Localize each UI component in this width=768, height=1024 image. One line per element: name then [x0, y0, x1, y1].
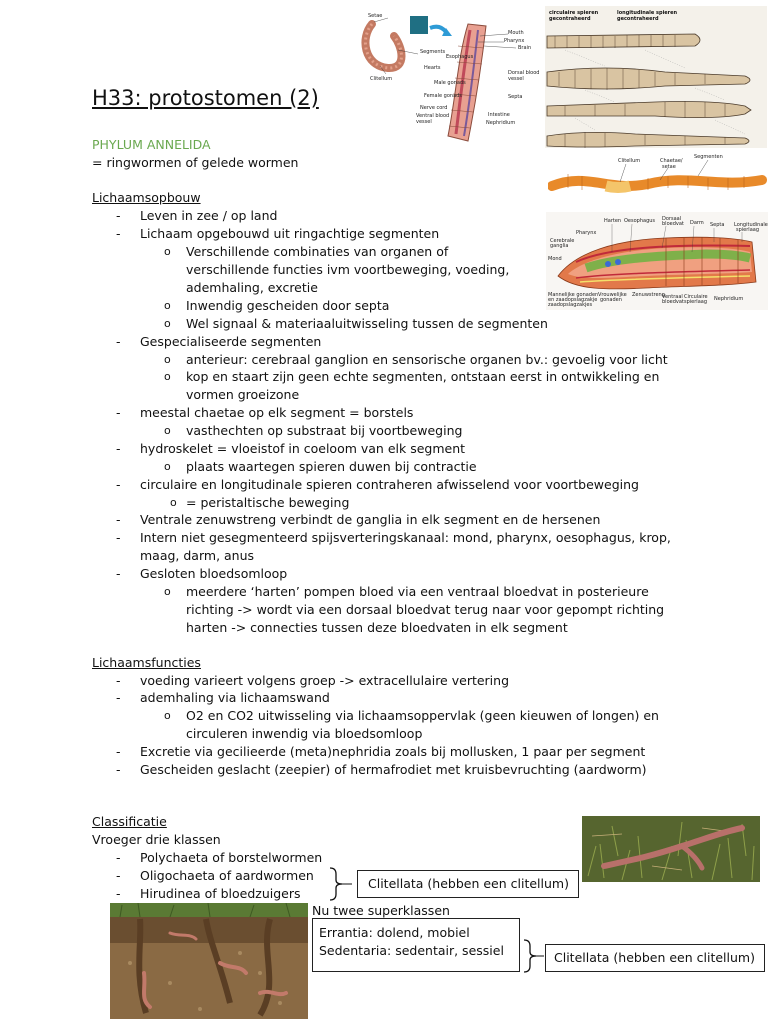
bullet-circle: o [164, 709, 171, 722]
list-subitem: anterieur: cerebraal ganglion en sensorische organen bv.: gevoelig voor licht [186, 352, 668, 367]
bullet-circle: o [164, 245, 171, 258]
worm-external-figure [548, 152, 768, 210]
label-mann-1: Mannelijke gonaden [548, 292, 599, 298]
list-item: Excretie via gecilieerde (meta)nephridia zoals bij mollusken, 1 paar per segment [140, 744, 646, 759]
label-ventral: Ventral blood [416, 113, 450, 119]
bullet-dash: - [116, 886, 121, 901]
label-mond: Mond [548, 256, 562, 262]
bullet-circle: o [164, 460, 171, 473]
bullet-circle: o [164, 317, 171, 330]
section-heading-classificatie: Classificatie [92, 814, 167, 829]
list-subitem-cont: vormen groeizone [186, 387, 300, 402]
bullet-dash: - [116, 850, 121, 865]
label-female: Female gonads [424, 93, 462, 99]
label-mann-2: en zaadopslagzakje [548, 297, 598, 303]
list-subitem-cont: ademhaling, excretie [186, 280, 318, 295]
label-harten: Harten [604, 218, 622, 224]
list-item: voeding varieert volgens groep -> extracellulaire vertering [140, 673, 510, 688]
label-long2: gecontraheerd [617, 16, 659, 22]
label-zen: Zenuwstreng [632, 292, 665, 298]
muscle-contraction-figure [545, 6, 767, 148]
brace-icon [326, 866, 352, 902]
section-heading-lichaamsopbouw: Lichaamsopbouw [92, 190, 201, 205]
bullet-dash: - [116, 530, 121, 545]
superclasses-heading: Nu twee superklassen [312, 903, 450, 918]
label-male: Male gonads [434, 80, 466, 86]
bullet-circle: o [164, 299, 171, 312]
list-subitem: vasthechten op substraat bij voortbeweging [186, 423, 463, 438]
list-subitem-cont: verschillende functies ivm voortbeweging, voeding, [186, 262, 510, 277]
list-subitem-cont: circuleren inwendig via bloedsomloop [186, 726, 423, 741]
label-clitellum: Clitellum [370, 76, 393, 82]
label-nephridium: Nephridium [486, 120, 516, 126]
label-ventr-1: Ventraal [662, 294, 683, 300]
label-circ2: gecontraheerd [549, 16, 591, 22]
bullet-circle: o [170, 496, 177, 509]
bullet-dash: - [116, 673, 121, 688]
label-vessel: vessel [508, 76, 524, 82]
label-ventr-2: bloedvat [662, 299, 684, 305]
earthworm-anatomy-figure [358, 6, 544, 146]
worm-internal-anatomy-figure [546, 212, 768, 310]
label-hearts: Hearts [424, 65, 441, 71]
label-zaad: zaadopslagzakjes [548, 302, 593, 308]
label-segments: Segments [420, 49, 446, 55]
list-item: Leven in zee / op land [140, 208, 278, 223]
list-item: circulaire en longitudinale spieren contraheren afwisselend voor voortbeweging [140, 477, 639, 492]
bullet-dash: - [116, 762, 121, 777]
label-vrouw-2: gonaden [600, 297, 622, 303]
label-brain: Brain [518, 45, 532, 51]
list-item-cont: maag, darm, anus [140, 548, 255, 563]
label-longsp-2: spierlaag [736, 227, 759, 233]
list-subitem: kop en staart zijn geen echte segmenten, ontstaan eerst in ontwikkeling en [186, 369, 660, 384]
label-esophagus: Esophagus [446, 54, 474, 60]
bullet-dash: - [116, 208, 121, 223]
list-subitem: plaats waartegen spieren duwen bij contractie [186, 459, 477, 474]
label-septa: Septa [508, 94, 523, 100]
bullet-dash: - [116, 405, 121, 420]
list-item: meestal chaetae op elk segment = borstels [140, 405, 414, 420]
list-subitem: Inwendig gescheiden door septa [186, 298, 390, 313]
clitellata-box-2 [545, 944, 765, 972]
bullet-dash: - [116, 744, 121, 759]
list-item: Hirudinea of bloedzuigers [140, 886, 301, 901]
label-dorsal: Dorsal blood [508, 70, 540, 76]
list-subitem: Verschillende combinaties van organen of [186, 244, 449, 259]
list-subitem: = peristaltische beweging [186, 495, 350, 510]
label-long1: longitudinale spieren [617, 10, 678, 16]
clitellata-label-1: Clitellata (hebben een clitellum) [368, 876, 569, 891]
brace-icon [520, 938, 544, 974]
label-dorsaal-2: bloedvat [662, 221, 684, 227]
label-longsp-1: Longitudinale [734, 222, 768, 228]
clitellata-box-1 [357, 870, 579, 898]
phylum-heading: PHYLUM ANNELIDA [92, 137, 211, 152]
label-dorsaal-1: Dorsaal [662, 216, 682, 222]
label-neph: Nephridium [714, 296, 744, 302]
list-item: ademhaling via lichaamswand [140, 690, 330, 705]
section-heading-lichaamsfuncties: Lichaamsfuncties [92, 655, 201, 670]
label-vessel2: vessel [416, 119, 432, 125]
label-mouth: Mouth [508, 30, 524, 36]
bullet-dash: - [116, 226, 121, 241]
superclasses-box [312, 918, 520, 972]
list-item: Oligochaeta of aardwormen [140, 868, 314, 883]
list-item: Gesloten bloedsomloop [140, 566, 288, 581]
sedentaria-label: Sedentaria: sedentair, sessiel [319, 943, 504, 958]
label-clitellum-3: Clitellum [618, 158, 641, 164]
label-oesophagus: Oesophagus [624, 218, 656, 224]
list-subitem: meerdere ‘harten’ pompen bloed via een ventraal bloedvat in posterieure [186, 584, 649, 599]
list-item: Gescheiden geslacht (zeepier) of hermafrodiet met kruisbevruchting (aardworm) [140, 762, 647, 777]
label-cereb-2: ganglia [550, 243, 569, 249]
label-pharynx-4: Pharynx [576, 230, 597, 236]
label-septa-4: Septa [710, 222, 725, 228]
list-item: Lichaam opgebouwd uit ringachtige segmenten [140, 226, 440, 241]
label-intestine: Intestine [488, 112, 510, 118]
list-subitem-cont: richting -> wordt via een dorsaal bloedvat terug naar voor gepompt richting [186, 602, 665, 617]
label-chaetae-1: Chaetae/ [660, 158, 683, 164]
page-title: H33: protostomen (2) [92, 86, 319, 110]
bullet-dash: - [116, 512, 121, 527]
label-circ-2: spierlaag [684, 299, 707, 305]
label-cereb-1: Cerebrale [550, 238, 575, 244]
bullet-dash: - [116, 690, 121, 705]
label-setae: Setae [368, 13, 383, 19]
list-subitem: Wel signaal & materiaaluitwisseling tussen de segmenten [186, 316, 548, 331]
intro-text: = ringwormen of gelede wormen [92, 155, 299, 170]
soil-burrows-illustration [110, 903, 308, 1019]
label-vrouw-1: Vrouwelijke [598, 292, 627, 298]
bullet-dash: - [116, 334, 121, 349]
bullet-dash: - [116, 477, 121, 492]
label-pharynx: Pharynx [504, 38, 525, 44]
classification-subheading: Vroeger drie klassen [92, 832, 221, 847]
label-circ1: circulaire spieren [549, 10, 599, 16]
earthworm-on-grass-photo [582, 816, 760, 882]
clitellata-label-2: Clitellata (hebben een clitellum) [554, 950, 755, 965]
label-nerve: Nerve cord [420, 105, 448, 111]
list-subitem: O2 en CO2 uitwisseling via lichaamsoppervlak (geen kieuwen of longen) en [186, 708, 659, 723]
bullet-circle: o [164, 585, 171, 598]
bullet-circle: o [164, 424, 171, 437]
label-darm: Darm [690, 220, 704, 226]
errantia-label: Errantia: dolend, mobiel [319, 925, 470, 940]
bullet-dash: - [116, 566, 121, 581]
label-chaetae-2: setae [662, 164, 676, 170]
list-item: Intern niet gesegmenteerd spijsverteringskanaal: mond, pharynx, oesophagus, krop, [140, 530, 671, 545]
list-item: Ventrale zenuwstreng verbindt de ganglia in elk segment en de hersenen [140, 512, 601, 527]
bullet-circle: o [164, 353, 171, 366]
label-circ-1: Circulaire [684, 294, 708, 300]
label-segmenten: Segmenten [694, 154, 723, 160]
list-item: Polychaeta of borstelwormen [140, 850, 323, 865]
list-item: Gespecialiseerde segmenten [140, 334, 322, 349]
list-subitem-cont: harten -> connecties tussen deze bloedvaten in elk segment [186, 620, 568, 635]
bullet-dash: - [116, 441, 121, 456]
bullet-dash: - [116, 868, 121, 883]
list-item: hydroskelet = vloeistof in coeloom van elk segment [140, 441, 466, 456]
bullet-circle: o [164, 370, 171, 383]
